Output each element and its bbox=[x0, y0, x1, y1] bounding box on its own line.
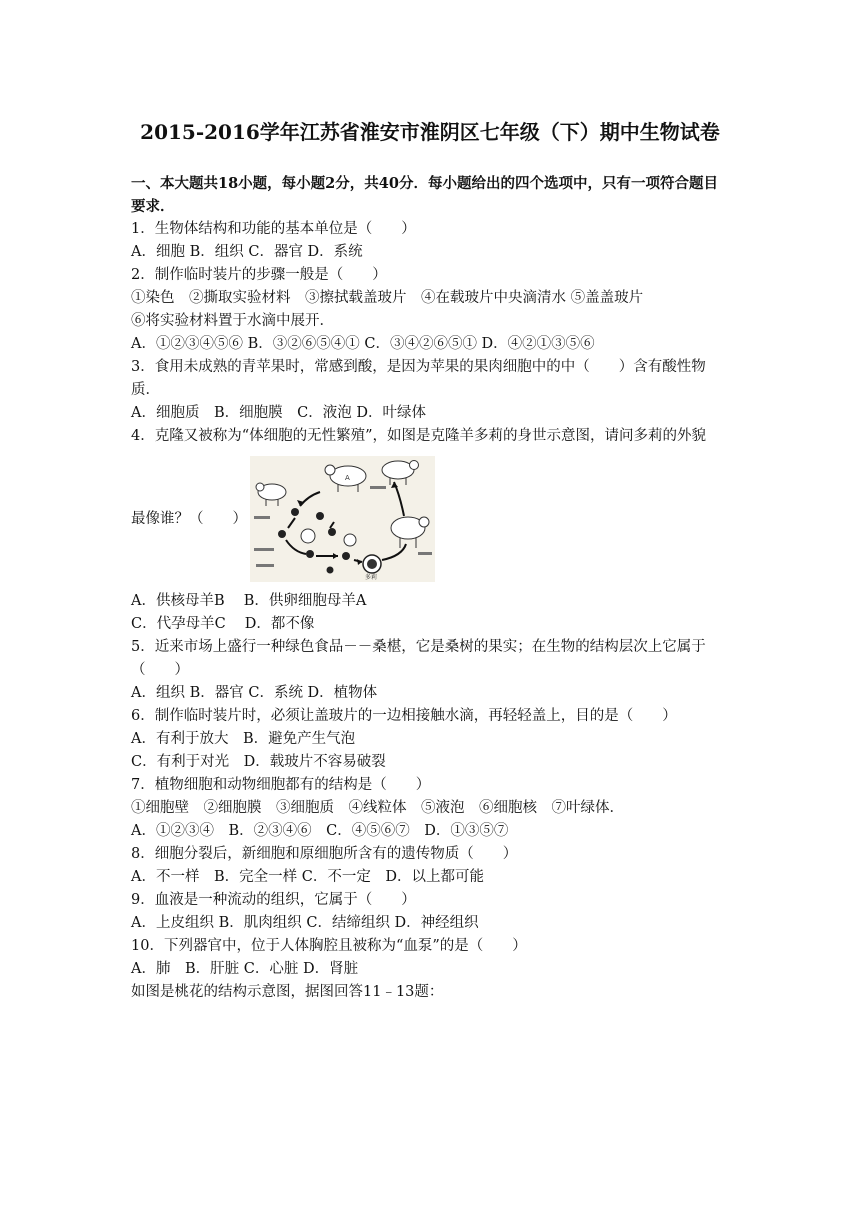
page-title: 2015-2016学年江苏省淮安市淮阴区七年级（下）期中生物试卷 bbox=[140, 120, 720, 144]
question-10-options: A．肺 B．肝脏 C．心脏 D．肾脏 bbox=[131, 961, 359, 977]
svg-text:A: A bbox=[345, 474, 350, 482]
question-10-stem: 10．下列器官中，位于人体胸腔且被称为“血泵”的是（ ） bbox=[131, 938, 527, 954]
question-5-stem: 5．近来市场上盛行一种绿色食品－－桑椹，它是桑树的果实；在生物的结构层次上它属于（ ） bbox=[131, 639, 706, 678]
question-3-stem: 3．食用未成熟的青苹果时，常感到酸，是因为苹果的果肉细胞中的中（ ）含有酸性物质． bbox=[131, 359, 706, 398]
question-4-figure-row bbox=[131, 448, 731, 590]
question-2-options: A．①②③④⑤⑥ B．③②⑥⑤④① C．③④②⑥⑤① D．④②①③⑤⑥ bbox=[131, 336, 595, 352]
question-6-options-line-2: C．有利于对光 D．载玻片不容易破裂 bbox=[131, 754, 386, 770]
question-2-stem: 2．制作临时装片的步骤一般是（ ） bbox=[131, 267, 387, 283]
question-7-items: ①细胞壁 ②细胞膜 ③细胞质 ④线粒体 ⑤液泡 ⑥细胞核 ⑦叶绿体． bbox=[131, 800, 624, 816]
question-11-13-intro: 如图是桃花的结构示意图，据图回答11﹣13题： bbox=[131, 984, 444, 1000]
question-6-stem: 6．制作临时装片时，必须让盖玻片的一边相接触水滴，再轻轻盖上，目的是（ ） bbox=[131, 708, 677, 724]
figure-label-dolly: 多莉 bbox=[365, 574, 378, 581]
question-3-options: A．细胞质 B．细胞膜 C．液泡 D．叶绿体 bbox=[131, 405, 426, 421]
question-4-options-line-2: C．代孕母羊C D．都不像 bbox=[131, 616, 315, 632]
question-4-stem-tail: 最像谁？（ ） bbox=[131, 511, 247, 527]
question-7-stem: 7．植物细胞和动物细胞都有的结构是（ ） bbox=[131, 777, 431, 793]
exam-content bbox=[131, 172, 731, 1004]
question-6-options-line-1: A．有利于放大 B．避免产生气泡 bbox=[131, 731, 356, 747]
question-5-options: A．组织 B．器官 C．系统 D．植物体 bbox=[131, 685, 378, 701]
question-7-options: A．①②③④ B．②③④⑥ C．④⑤⑥⑦ D．①③⑤⑦ bbox=[131, 823, 509, 839]
question-4-stem: 4．克隆又被称为“体细胞的无性繁殖”，如图是克隆羊多莉的身世示意图，请问多莉的外貌 bbox=[131, 428, 707, 444]
question-1-stem: 1．生物体结构和功能的基本单位是（ ） bbox=[131, 221, 416, 237]
question-9-stem: 9．血液是一种流动的组织，它属于（ ） bbox=[131, 892, 416, 908]
question-8-stem: 8．细胞分裂后，新细胞和原细胞所含有的遗传物质（ ） bbox=[131, 846, 518, 862]
question-8-options: A．不一样 B．完全一样 C．不一定 D．以上都可能 bbox=[131, 869, 484, 885]
question-9-options: A．上皮组织 B．肌肉组织 C．结缔组织 D．神经组织 bbox=[131, 915, 479, 931]
question-2-steps-line-1: ①染色 ②撕取实验材料 ③擦拭载盖玻片 ④在载玻片中央滴清水 ⑤盖盖玻片 bbox=[131, 290, 644, 306]
section-heading: 一、本大题共18小题，每小题2分，共40分．每小题给出的四个选项中，只有一项符合题目要求． bbox=[131, 175, 718, 215]
question-1-options: A．细胞 B．组织 C．器官 D．系统 bbox=[131, 244, 363, 260]
question-2-steps-line-2: ⑥将实验材料置于水滴中展开． bbox=[131, 313, 334, 329]
clone-sheep-diagram bbox=[250, 456, 435, 582]
question-4-options-line-1: A．供核母羊B B．供卵细胞母羊A bbox=[131, 593, 367, 609]
